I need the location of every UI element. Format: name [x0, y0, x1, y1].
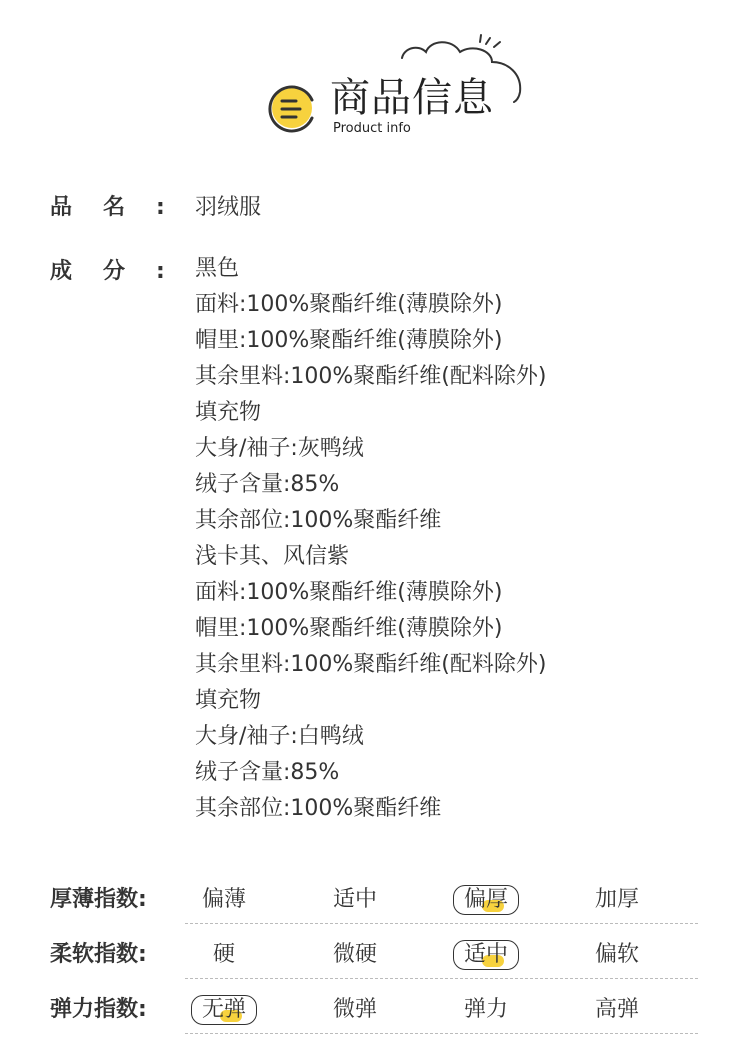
composition-line: 面料:100%聚酯纤维(薄膜除外)	[195, 292, 503, 317]
section-title: 商品信息	[330, 75, 494, 121]
index-option: 适中	[332, 887, 377, 912]
composition-line: 帽里:100%聚酯纤维(薄膜除外)	[195, 616, 503, 641]
composition-line: 面料:100%聚酯纤维(薄膜除外)	[195, 580, 503, 605]
composition-list	[195, 251, 546, 827]
dashed-divider	[185, 1033, 698, 1034]
product-name-value: 羽绒服	[195, 195, 262, 220]
composition-line: 黑色	[195, 256, 240, 281]
elasticity-index-label: 弹力指数:	[50, 997, 147, 1022]
composition-line: 帽里:100%聚酯纤维(薄膜除外)	[195, 328, 503, 353]
section-header	[0, 0, 750, 160]
composition-line: 其余里料:100%聚酯纤维(配料除外)	[195, 364, 547, 389]
elasticity-index-row	[0, 995, 750, 1050]
dashed-divider	[185, 923, 698, 924]
thickness-index-label: 厚薄指数:	[50, 887, 147, 912]
composition-label: 成分:	[50, 259, 196, 284]
index-option: 弹力	[463, 997, 508, 1022]
index-option: 偏软	[594, 942, 639, 967]
composition-line: 其余部位:100%聚酯纤维	[195, 796, 442, 821]
index-option-selected: 偏厚	[453, 885, 519, 915]
document-icon	[270, 87, 312, 131]
section-subtitle: Product info	[333, 121, 411, 136]
composition-line: 大身/袖子:灰鸭绒	[195, 436, 364, 461]
softness-index-label: 柔软指数:	[50, 942, 147, 967]
softness-index-row	[0, 940, 750, 995]
index-option: 微硬	[332, 942, 377, 967]
product-name-label: 品名:	[50, 195, 196, 220]
composition-line: 其余部位:100%聚酯纤维	[195, 508, 442, 533]
composition-line: 填充物	[195, 400, 262, 425]
composition-line: 浅卡其、风信紫	[195, 544, 350, 569]
composition-line: 其余里料:100%聚酯纤维(配料除外)	[195, 652, 547, 677]
index-option: 加厚	[594, 887, 639, 912]
dashed-divider	[185, 978, 698, 979]
composition-line: 绒子含量:85%	[195, 472, 340, 497]
thickness-index-row	[0, 885, 750, 940]
index-option: 硬	[212, 942, 235, 967]
index-option: 高弹	[594, 997, 639, 1022]
index-option-selected: 适中	[453, 940, 519, 970]
index-option-selected: 无弹	[191, 995, 257, 1025]
composition-line: 填充物	[195, 688, 262, 713]
index-option: 偏薄	[201, 887, 246, 912]
composition-line: 绒子含量:85%	[195, 760, 340, 785]
composition-line: 大身/袖子:白鸭绒	[195, 724, 364, 749]
index-option: 微弹	[332, 997, 377, 1022]
